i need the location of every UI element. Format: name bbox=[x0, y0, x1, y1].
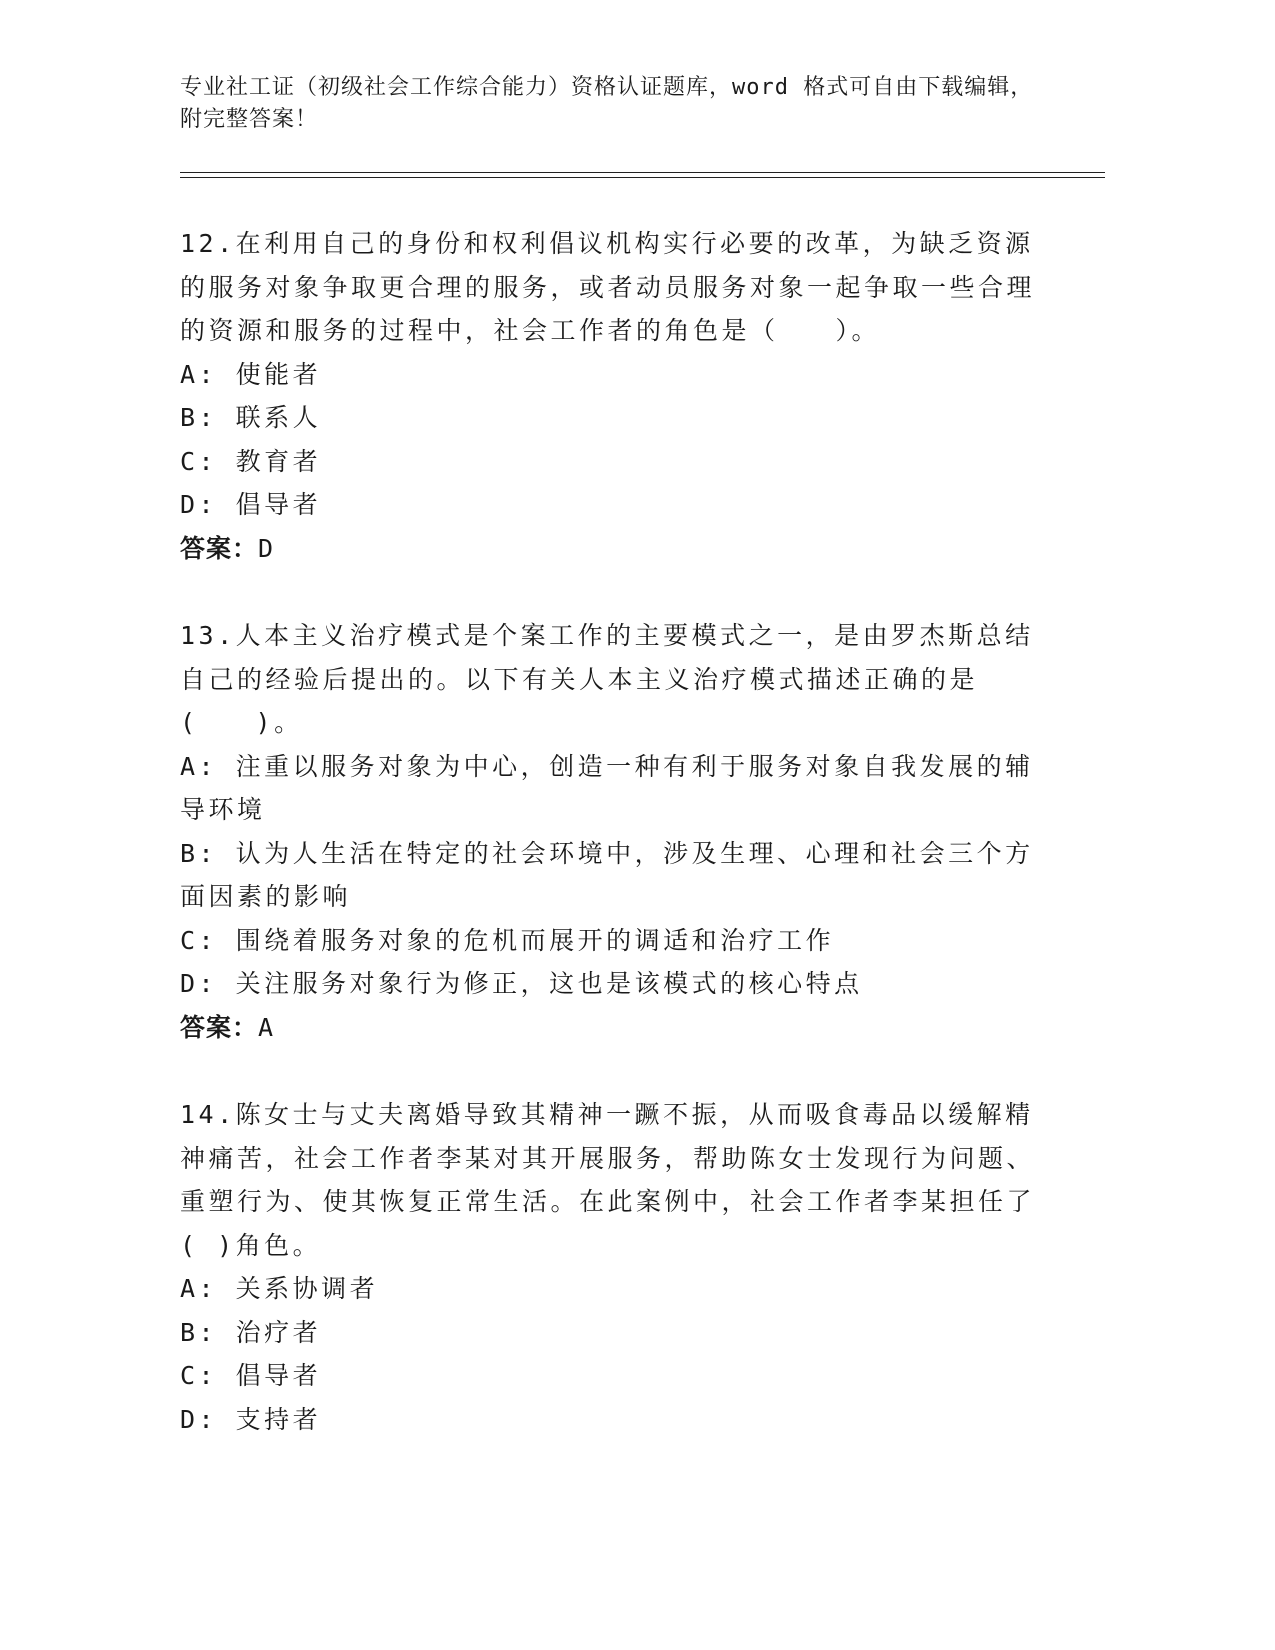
option-b: B: 认为人生活在特定的社会环境中，涉及生理、心理和社会三个方面因素的影响 bbox=[180, 838, 1034, 911]
answer-value: A bbox=[258, 1012, 275, 1042]
option-a: A: 使能者 bbox=[180, 359, 322, 389]
option-b: B: 治疗者 bbox=[180, 1317, 322, 1347]
question-text: 12.在利用自己的身份和权利倡议机构实行必要的改革，为缺乏资源的服务对象争取更合理的服务，或者动员服务对象一起争取一些合理的资源和服务的过程中，社会工作者的角色是（ ）。 bbox=[180, 229, 1036, 345]
document-header: 专业社工证（初级社会工作综合能力）资格认证题库，word 格式可自由下载编辑，附完整答案！ bbox=[180, 75, 1034, 132]
question-text: 13.人本主义治疗模式是个案工作的主要模式之一，是由罗杰斯总结自己的经验后提出的。以下有关人本主义治疗模式描述正确的是( )。 bbox=[180, 621, 1034, 737]
answer-label: 答案： bbox=[180, 533, 259, 563]
option-a: A: 关系协调者 bbox=[180, 1274, 379, 1303]
question-14 bbox=[180, 1093, 1040, 1441]
option-c: C: 倡导者 bbox=[180, 1361, 322, 1390]
option-c: C: 教育者 bbox=[180, 446, 322, 476]
header-divider-bottom bbox=[180, 177, 1105, 178]
answer-line bbox=[180, 1006, 1040, 1050]
question-list bbox=[180, 222, 1040, 1485]
option-d: D: 支持者 bbox=[180, 1404, 322, 1434]
header-divider-top bbox=[180, 172, 1105, 173]
option-d: D: 倡导者 bbox=[180, 490, 322, 519]
answer-value: D bbox=[258, 533, 275, 563]
option-c: C: 围绕着服务对象的危机而展开的调适和治疗工作 bbox=[180, 925, 835, 955]
question-12 bbox=[180, 222, 1040, 570]
answer-line bbox=[180, 527, 1040, 571]
answer-label: 答案： bbox=[180, 1012, 259, 1042]
question-13 bbox=[180, 614, 1040, 1049]
option-a: A: 注重以服务对象为中心，创造一种有利于服务对象自我发展的辅导环境 bbox=[180, 751, 1034, 824]
option-b: B: 联系人 bbox=[180, 403, 322, 432]
question-text: 14.陈女士与丈夫离婚导致其精神一蹶不振，从而吸食毒品以缓解精神痛苦，社会工作者李某对其开展服务，帮助陈女士发现行为问题、重塑行为、使其恢复正常生活。在此案例中，社会工作者李某担任了( )角色。 bbox=[180, 1100, 1036, 1260]
option-d: D: 关注服务对象行为修正，这也是该模式的核心特点 bbox=[180, 969, 863, 998]
